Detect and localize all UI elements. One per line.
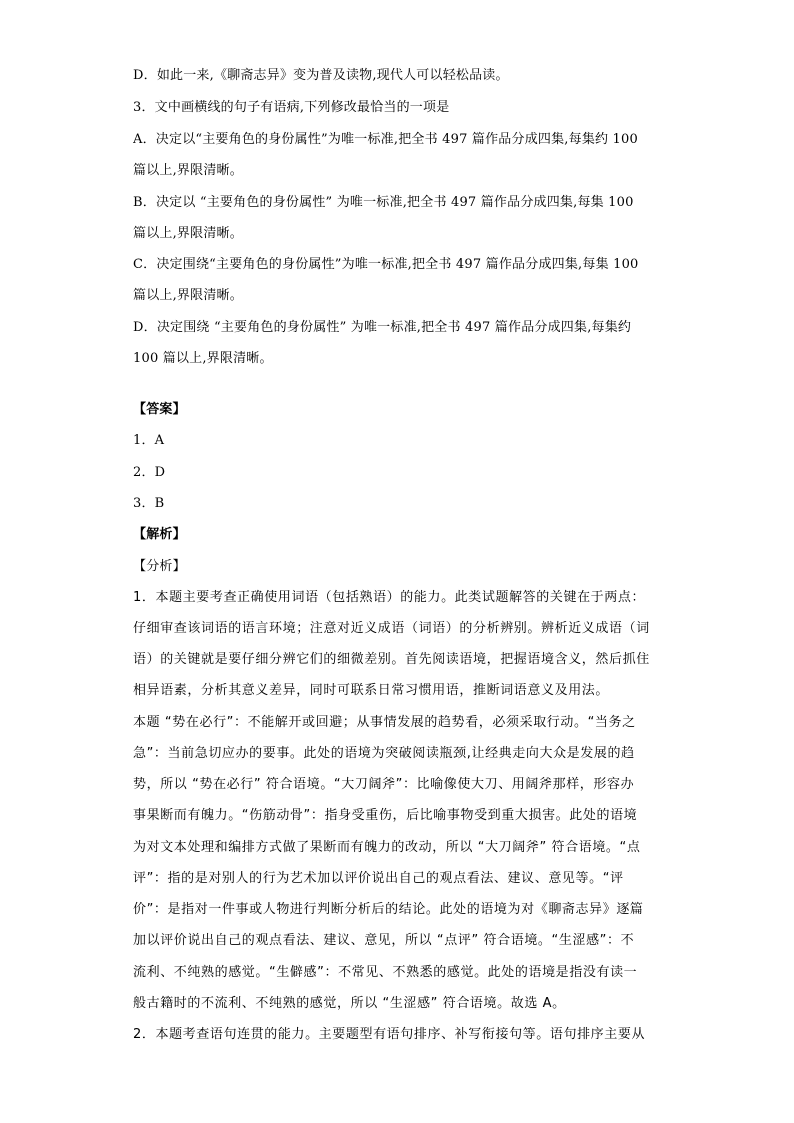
analysis-line: 价”：是指对一件事或人物进行判断分析后的结论。此处的语境为对《聊斋志异》逐篇: [133, 902, 644, 917]
answer-heading: 【答案】: [133, 402, 186, 417]
question-3-option-b-line2: 篇以上,界限清晰。: [133, 226, 243, 241]
question-3-option-d-line2: 100 篇以上,界限清晰。: [133, 351, 273, 366]
answer-item: 2．D: [133, 465, 166, 480]
analysis-subheading: 【分析】: [133, 559, 186, 574]
option-d-previous-question: D．如此一来,《聊斋志异》变为普及读物,现代人可以轻松品读。: [133, 68, 509, 83]
analysis-line: 仔细审查该词语的语言环境；注意对近义成语（词语）的分析辨别。辨析近义成语（词: [133, 621, 650, 636]
analysis-line: 流利、不纯熟的感觉。“生僻感”：不常见、不熟悉的感觉。此处的语境是指没有读一: [133, 965, 638, 980]
analysis-line: 相异语素，分析其意义差异，同时可联系日常习惯用语，推断词语意义及用法。: [133, 683, 610, 698]
analysis-line: 势，所以 “势在必行” 符合语境。“大刀阔斧”：比喻像使大刀、用阔斧那样，形容办: [133, 777, 635, 792]
analysis-line: 评”：指的是对别人的行为艺术加以评价说出自己的观点看法、建议、意见等。“评: [133, 871, 624, 886]
question-3-stem: 3．文中画横线的句子有语病,下列修改最恰当的一项是: [133, 100, 450, 115]
analysis-line: 急”：当前急切应办的要事。此处的语境为突破阅读瓶颈,让经典走向大众是发展的趋: [133, 746, 635, 761]
question-3-option-c-line1: C．决定围绕“主要角色的身份属性”为唯一标准,把全书 497 篇作品分成四集,每集 100: [133, 257, 639, 272]
analysis-line: 2．本题考查语句连贯的能力。主要题型有语句排序、补写衔接句等。语句排序主要从: [133, 1027, 646, 1042]
question-3-option-c-line2: 篇以上,界限清晰。: [133, 288, 243, 303]
analysis-heading: 【解析】: [133, 527, 186, 542]
analysis-line: 为对文本处理和编排方式做了果断而有魄力的改动，所以 “大刀阔斧” 符合语境。“点: [133, 840, 641, 855]
answer-item: 1．A: [133, 433, 165, 448]
question-3-option-a-line2: 篇以上,界限清晰。: [133, 163, 243, 178]
analysis-line: 加以评价说出自己的观点看法、建议、意见，所以 “点评” 符合语境。“生涩感”：不: [133, 933, 635, 948]
analysis-line: 本题 “势在必行”：不能解开或回避；从事情发展的趋势看，必须采取行动。“当务之: [133, 715, 636, 730]
question-3-option-a-line1: A．决定以“主要角色的身份属性”为唯一标准,把全书 497 篇作品分成四集,每集约 100: [133, 132, 638, 147]
analysis-line: 般古籍时的不流利、不纯熟的感觉，所以 “生涩感” 符合语境。故选 A。: [133, 996, 566, 1011]
answer-item: 3．B: [133, 496, 165, 511]
analysis-line: 1．本题主要考查正确使用词语（包括熟语）的能力。此类试题解答的关键在于两点：: [133, 590, 646, 605]
analysis-line: 语）的关键就是要仔细分辨它们的细微差别。首先阅读语境，把握语境含义，然后抓住: [133, 652, 650, 667]
question-3-option-b-line1: B．决定以 “主要角色的身份属性” 为唯一标准,把全书 497 篇作品分成四集,每集 100: [133, 195, 634, 210]
question-3-option-d-line1: D．决定围绕 “主要角色的身份属性” 为唯一标准,把全书 497 篇作品分成四集,每集约: [133, 320, 632, 335]
analysis-line: 事果断而有魄力。“伤筋动骨”：指身受重伤，后比喻事物受到重大损害。此处的语境: [133, 808, 638, 823]
